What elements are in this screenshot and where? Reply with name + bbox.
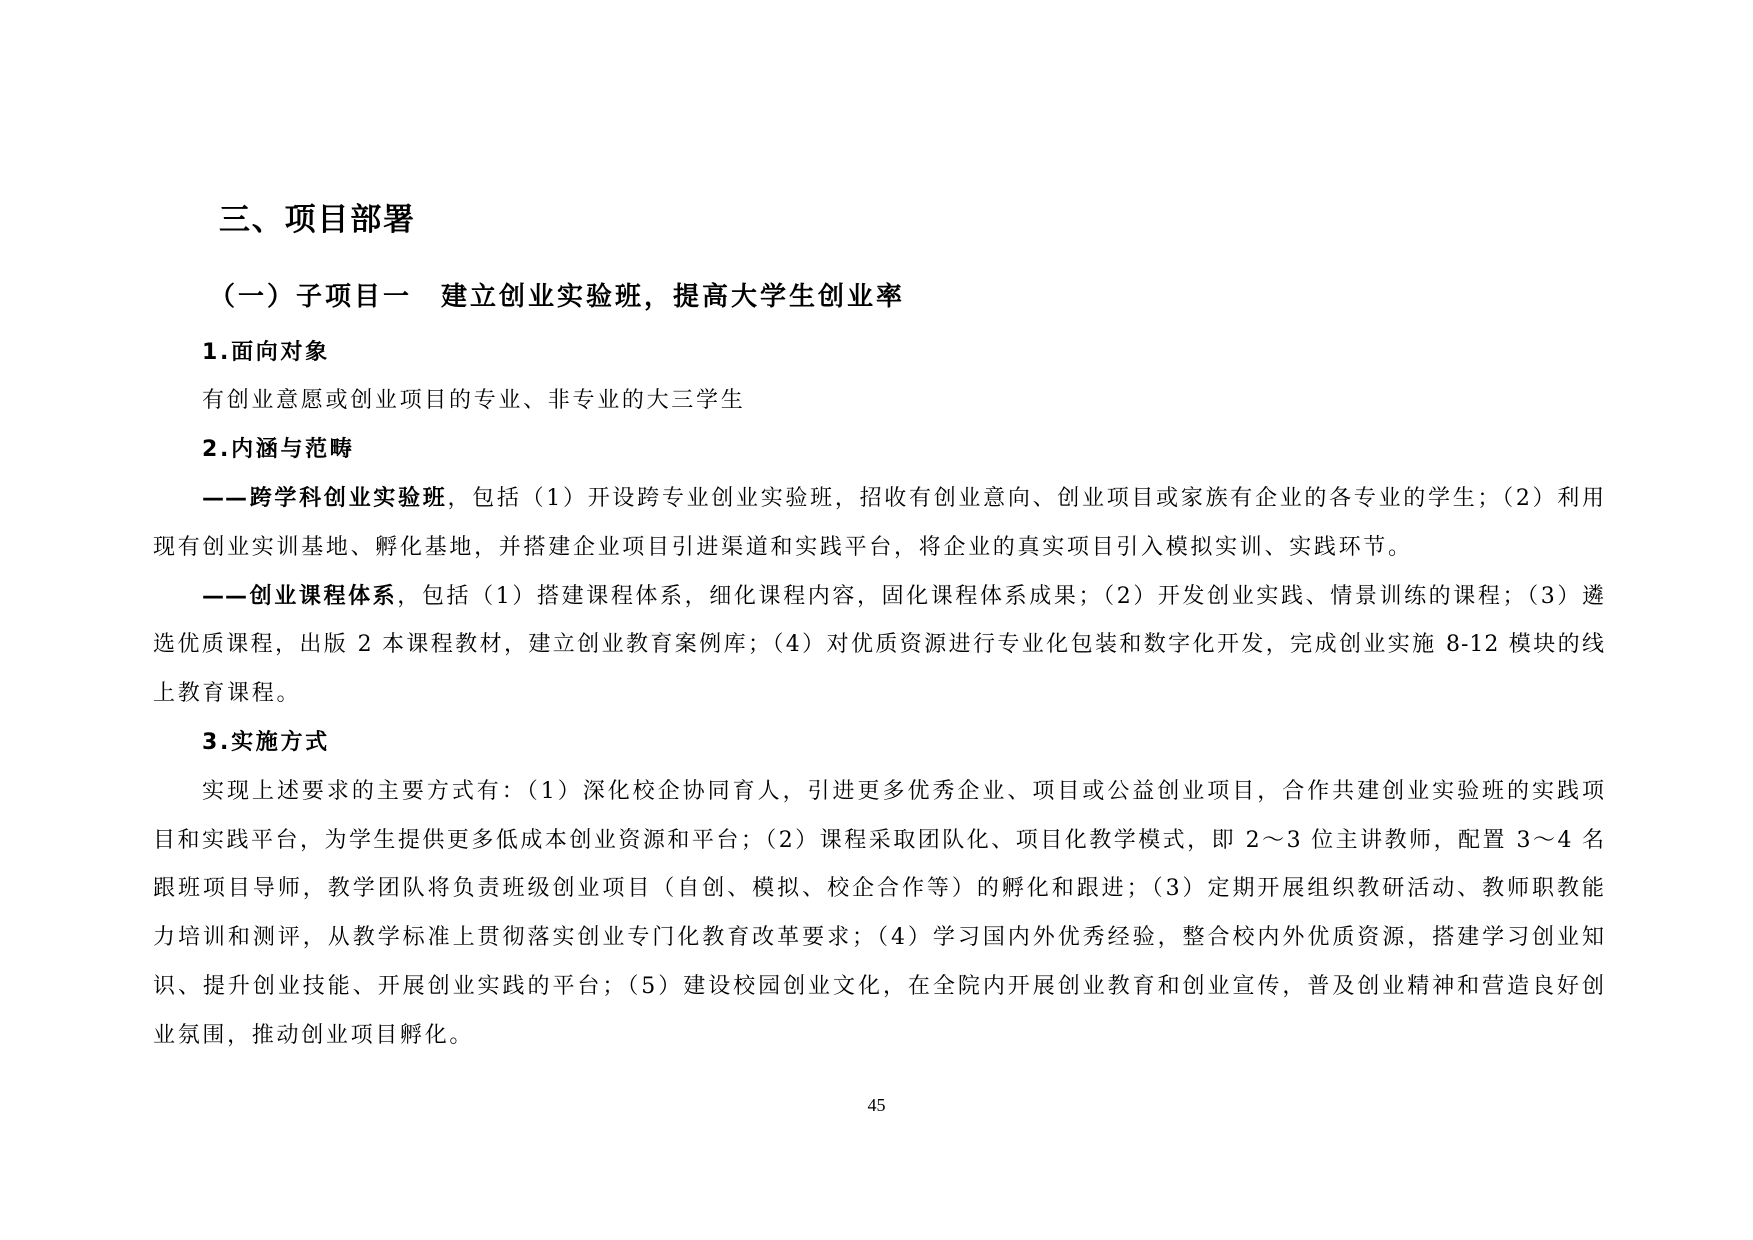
- implementation-heading: 3.实施方式: [202, 729, 330, 755]
- paragraph-line: 实现上述要求的主要方式有：（1）深化校企协同育人，引进更多优秀企业、项目或公益创业项目，合作共建创业实验班的实践项: [202, 778, 1605, 804]
- paragraph-line: 现有创业实训基地、孵化基地，并搭建企业项目引进渠道和实践平台，将企业的真实项目引入模拟实训、实践环节。: [153, 534, 1413, 560]
- paragraph-line: 识、提升创业技能、开展创业实践的平台；（5）建设校园创业文化，在全院内开展创业教育和创业宣传，普及创业精神和营造良好创: [153, 973, 1605, 999]
- section-heading: 三、项目部署: [219, 202, 416, 238]
- audience-heading: 1.面向对象: [202, 339, 330, 365]
- paragraph-line: 目和实践平台，为学生提供更多低成本创业资源和平台；（2）课程采取团队化、项目化教学模式，即 2～3 位主讲教师，配置 3～4 名: [153, 827, 1605, 853]
- document-body: [153, 329, 1605, 1061]
- paragraph-lead: ——跨学科创业实验班: [202, 485, 448, 511]
- subsection-heading: （一）子项目一 建立创业实验班，提高大学生创业率: [209, 282, 906, 312]
- paragraph-line: 跟班项目导师，教学团队将负责班级创业项目（自创、模拟、校企合作等）的孵化和跟进；（3）定期开展组织教研活动、教师职教能: [153, 876, 1605, 902]
- paragraph-line: 力培训和测评，从教学标准上贯彻落实创业专门化教育改革要求；（4）学习国内外优秀经验，整合校内外优质资源，搭建学习创业知: [153, 925, 1605, 951]
- audience-text: 有创业意愿或创业项目的专业、非专业的大三学生: [202, 388, 746, 414]
- paragraph-line: [153, 475, 1605, 524]
- paragraph-text: ，包括（1）搭建课程体系，细化课程内容，固化课程体系成果；（2）开发创业实践、情景训练的课程；（3）遴: [397, 583, 1605, 609]
- paragraph-line: 业氛围，推动创业项目孵化。: [153, 1022, 475, 1048]
- scope-heading: 2.内涵与范畴: [202, 437, 355, 463]
- paragraph-line: [153, 573, 1605, 622]
- paragraph-line: 上教育课程。: [153, 681, 302, 707]
- paragraph-lead: ——创业课程体系: [202, 583, 398, 609]
- page-number: 45: [867, 1095, 886, 1115]
- paragraph-line: 选优质课程，出版 2 本课程教材，建立创业教育案例库；（4）对优质资源进行专业化包装和数字化开发，完成创业实施 8-12 模块的线: [153, 632, 1605, 658]
- paragraph-text: ，包括（1）开设跨专业创业实验班，招收有创业意向、创业项目或家族有企业的各专业的学生；（2）利用: [447, 485, 1605, 511]
